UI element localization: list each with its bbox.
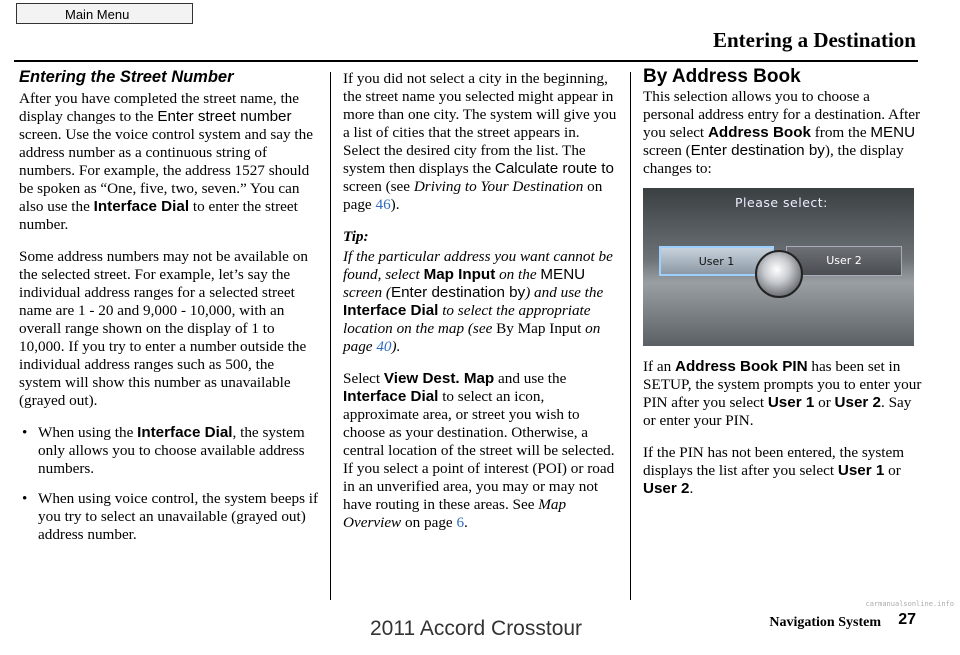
text: If the particular address you want cannot be found, select (343, 248, 613, 283)
text: screen (see (343, 178, 414, 195)
text: Select (343, 370, 384, 387)
text: If the PIN has not been entered, the system displays the list after you select (643, 444, 905, 479)
control-name: Address Book (707, 124, 811, 141)
list-item (19, 424, 319, 478)
text: After you have completed the street name, the display changes to the (19, 90, 300, 125)
screen-name: MENU (870, 124, 916, 141)
text: on page (343, 178, 603, 213)
header-rule (14, 60, 918, 62)
control-name: Address Book PIN (675, 358, 808, 375)
section-title: Entering a Destination (712, 28, 916, 52)
text: and use the (494, 370, 567, 387)
tip-paragraph (343, 248, 618, 356)
text: ). (390, 196, 400, 213)
text: screen ( (643, 142, 691, 159)
section-heading: By Address Book (643, 66, 801, 87)
paragraph (643, 358, 923, 430)
watermark: 2011 Accord Crosstour (370, 617, 583, 640)
text: . (689, 480, 694, 497)
paragraph (19, 90, 319, 234)
text: on the (495, 266, 541, 283)
column-city-selection (343, 70, 618, 546)
screen-title: Please select: (735, 195, 828, 210)
control-name: User 1 (767, 394, 815, 411)
control-name: Interface Dial (137, 424, 233, 441)
control-name: User 1 (837, 462, 885, 479)
text: to enter the street number. (19, 198, 298, 233)
text: If you did not select a city in the beginning, the street name you selected might appear in more than one city. The system will give you a list of cities that the street appears in. Select the desired city from the list. The system then displays the (343, 70, 617, 177)
page-number: 27 (898, 611, 916, 628)
section-heading: Entering the Street Number (19, 68, 234, 86)
list-item: • When using voice control, the system beeps if you try to select an unavailable (grayed out) address number. (19, 490, 319, 544)
tip-label: Tip: (343, 228, 369, 245)
text: screen ( (343, 284, 391, 301)
interface-dial-icon (755, 250, 803, 298)
paragraph (343, 70, 618, 214)
screen-name: Calculate route to (494, 160, 614, 177)
footer-label: Navigation System (769, 615, 881, 630)
user-2-button: User 2 (786, 246, 902, 276)
column-street-number (19, 68, 319, 556)
text: ), the display changes to: (643, 142, 904, 177)
screen-name: Enter destination by (690, 142, 825, 159)
column-divider (630, 72, 631, 600)
page-link[interactable]: 46 (375, 196, 391, 213)
text: This selection allows you to choose a personal address entry for a destination. After you select (643, 88, 921, 141)
text: to select an icon, approximate area, or street you wish to choose as your destination. Otherwise, a central location of the street will be selected. If you select a point of interest (POI) or road in an unverified area, you may or may not have routing in these areas. See (343, 388, 615, 513)
text: If an (643, 358, 676, 375)
main-menu-button[interactable]: Main Menu (16, 3, 193, 24)
bullet-list (19, 424, 319, 544)
column-divider (330, 72, 331, 600)
text: screen. Use the voice control system and say the address number as a continuous string of numbers. For example, the address 1527 should be spoken as “One, five, two, seven.” You can also use the (19, 126, 313, 215)
text: When using the (38, 424, 138, 441)
text: ). (391, 338, 401, 355)
text: ) and use the (525, 284, 604, 301)
screen-name: MENU (540, 266, 586, 283)
reference-title: Map Overview (343, 496, 567, 531)
control-name: Interface Dial (93, 198, 190, 215)
text: . Say or enter your PIN. (643, 394, 912, 429)
text: or (814, 394, 835, 411)
paragraph (643, 444, 923, 498)
text: or (884, 462, 901, 479)
paragraph (643, 88, 923, 178)
text: to select the appropriate location on the map (see (343, 302, 591, 337)
user-1-button: User 1 (659, 246, 774, 276)
control-name: User 2 (643, 480, 690, 497)
page-link[interactable]: 40 (376, 338, 392, 355)
control-name: Interface Dial (343, 302, 439, 319)
text: on page (343, 320, 601, 355)
screen-name: Enter destination by (390, 284, 526, 301)
text: , the system only allows you to choose available address numbers. (38, 424, 305, 477)
control-name: User 2 (834, 394, 881, 411)
text: has been set in SETUP, the system prompts you to enter your PIN after you select (643, 358, 922, 411)
reference-title: Driving to Your Destination (413, 178, 584, 195)
control-name: Interface Dial (343, 388, 439, 405)
paragraph (343, 370, 618, 532)
text: . (464, 514, 468, 531)
reference-title: By Map Input (496, 320, 582, 337)
text: on page (401, 514, 457, 531)
column-address-book (643, 68, 923, 512)
page-link[interactable]: 6 (456, 514, 465, 531)
text: from the (810, 124, 871, 141)
screen-name: Enter street number (157, 108, 292, 125)
paragraph: Some address numbers may not be available on the selected street. For example, let’s say the individual address ranges for a selected street name are 1 - 20 and 9,000 - 10,000, with an overall range shown on the display of 1 to 10,000. If you try to enter a number outside the individual address ranges such as 500, the system will show this number as unavailable (grayed out). (19, 248, 308, 409)
watermark-url: carmanualsonline.info (865, 600, 954, 608)
navigation-screen-image (643, 188, 914, 346)
control-name: View Dest. Map (383, 370, 495, 387)
control-name: Map Input (423, 266, 496, 283)
